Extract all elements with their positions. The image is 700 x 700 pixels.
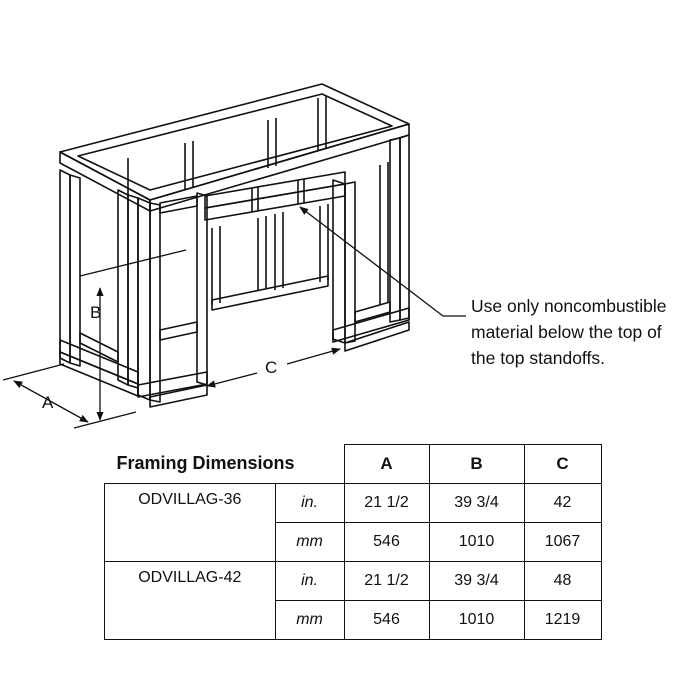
dimension-a — [3, 364, 136, 428]
noncombustible-note — [471, 293, 699, 371]
model-name: ODVILLAG-36 — [105, 484, 276, 562]
dimension-a-label: A — [42, 393, 54, 412]
unit-cell: in. — [275, 484, 344, 523]
unit-cell: mm — [275, 523, 344, 562]
value-b: 39 3/4 — [429, 484, 524, 523]
left-side-frame — [60, 170, 138, 396]
value-c: 1219 — [524, 601, 601, 640]
unit-cell: in. — [275, 562, 344, 601]
front-left-leg — [138, 193, 207, 407]
dimension-c-label: C — [265, 358, 278, 377]
header-box — [205, 172, 345, 220]
front-right-leg — [333, 135, 409, 351]
value-a: 21 1/2 — [344, 484, 429, 523]
header-c: C — [524, 445, 601, 484]
header-a: A — [344, 445, 429, 484]
value-a: 546 — [344, 523, 429, 562]
value-c: 48 — [524, 562, 601, 601]
note-line-3: the top standoffs. — [471, 348, 605, 368]
note-leader-line — [300, 207, 466, 316]
value-a: 21 1/2 — [344, 562, 429, 601]
table-row — [105, 484, 602, 523]
unit-cell: mm — [275, 601, 344, 640]
table-row — [105, 562, 602, 601]
value-b: 1010 — [429, 601, 524, 640]
note-line-1: Use only noncombustible — [471, 296, 667, 316]
value-c: 1067 — [524, 523, 601, 562]
back-top-frame — [60, 84, 409, 211]
value-c: 42 — [524, 484, 601, 523]
model-name: ODVILLAG-42 — [105, 562, 276, 640]
dimension-b-label: B — [90, 303, 102, 322]
value-b: 1010 — [429, 523, 524, 562]
value-a: 546 — [344, 601, 429, 640]
framing-dimensions-table — [104, 444, 602, 640]
header-b: B — [429, 445, 524, 484]
value-b: 39 3/4 — [429, 562, 524, 601]
table-title: Framing Dimensions — [116, 453, 295, 474]
table-header-row — [105, 445, 602, 484]
note-line-2: material below the top of — [471, 322, 662, 342]
